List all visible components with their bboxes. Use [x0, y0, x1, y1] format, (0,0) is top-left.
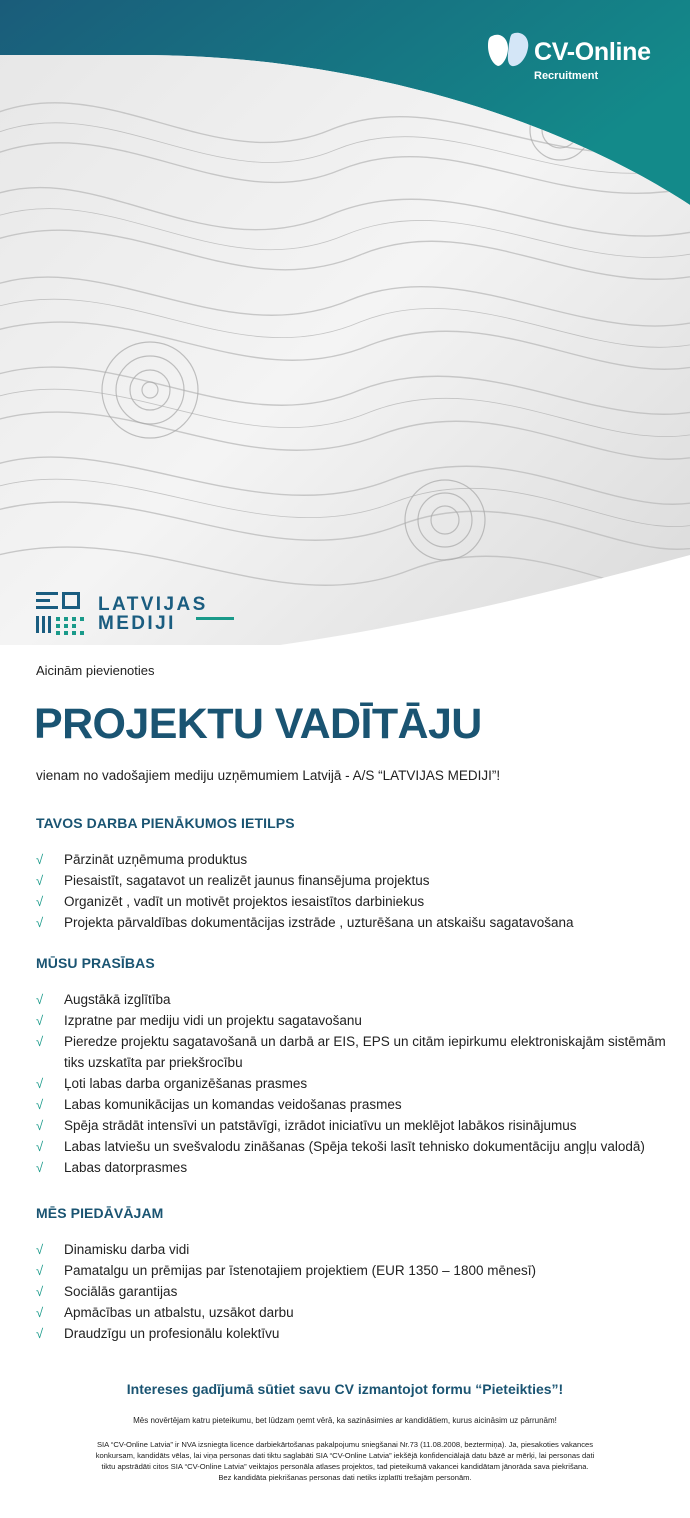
list-item-text: Sociālās garantijas — [64, 1284, 178, 1299]
latvijas-mediji-name — [98, 595, 208, 633]
list-item-text: Ļoti labas darba organizēšanas prasmes — [64, 1076, 308, 1091]
check-icon: √ — [36, 1305, 44, 1320]
contact-note: Mēs novērtējam katru pieteikumu, bet lūdzam ņemt vērā, ka sazināsimies ar kandidātiem, kurus aicināsim uz pārrunām! — [133, 1416, 557, 1425]
list-item — [36, 989, 676, 1010]
list-item — [36, 1302, 676, 1323]
list-item-text: Spēja strādāt intensīvi un patstāvīgi, izrādot iniciatīvu un meklējot labākos risinājumus — [64, 1118, 577, 1133]
latvijas-mediji-logo-icon — [36, 592, 84, 636]
list-item-text: Labas datorprasmes — [64, 1160, 188, 1175]
check-icon: √ — [36, 915, 44, 930]
duties-list — [36, 849, 676, 933]
list-item — [36, 1260, 676, 1281]
cv-online-name: CV-Online — [534, 38, 651, 66]
legal-notice: SIA “CV-Online Latvia” ir NVA izsniegta licence darbiekārtošanas pakalpojumu sniegšanai Nr.73 (11.08.2008, beztermiņa). Ja, piesakoties vakances konkursam, kandidāts vēlas, lai viņa personas dati tiktu saglabāti SIA “CV-Online Latvia” iekšējā konfidenciālajā datu bāzē ar mērķi, lai personas dati tiktu apstrādāti citos SIA “CV-Online Latvia” veiktajos personāla atlases projektos, tad pieteikumā vakancei kandidātam jānorāda sava piekrišana. Bez kandidāta piekrišanas personas dati netiks izplatīti trešajām personām. — [95, 1440, 595, 1482]
check-icon: √ — [36, 1076, 44, 1091]
latvijas-mediji-logo — [36, 592, 256, 640]
list-item — [36, 870, 676, 891]
list-item — [36, 1115, 676, 1136]
offer-list — [36, 1239, 676, 1344]
list-item — [36, 891, 676, 912]
check-icon: √ — [36, 1326, 44, 1341]
list-item-text: Labas komunikācijas un komandas veidošanas prasmes — [64, 1097, 402, 1112]
requirements-heading: MŪSU PRASĪBAS — [36, 955, 155, 971]
check-icon: √ — [36, 873, 44, 888]
check-icon: √ — [36, 1118, 44, 1133]
list-item-text: Pārzināt uzņēmuma produktus — [64, 852, 248, 867]
logo-line-latvijas: LATVIJAS — [98, 594, 208, 615]
check-icon: √ — [36, 1284, 44, 1299]
list-item — [36, 1094, 676, 1115]
cv-online-logo — [488, 30, 678, 90]
requirements-list — [36, 989, 676, 1178]
hero-banner — [0, 0, 690, 660]
duties-section — [36, 815, 676, 933]
check-icon: √ — [36, 1160, 44, 1175]
list-item — [36, 1073, 676, 1094]
list-item — [36, 1281, 676, 1302]
offer-heading: MĒS PIEDĀVĀJAM — [36, 1205, 164, 1221]
list-item-text: Pamatalgu un prēmijas par īstenotajiem projektiem (EUR 1350 – 1800 mēnesī) — [64, 1263, 536, 1278]
list-item-text: Augstākā izglītība — [64, 992, 171, 1007]
check-icon: √ — [36, 1034, 44, 1049]
check-icon: √ — [36, 1263, 44, 1278]
check-icon: √ — [36, 992, 44, 1007]
check-icon: √ — [36, 1013, 44, 1028]
list-item — [36, 1136, 676, 1157]
list-item-text: Piesaistīt, sagatavot un realizēt jaunus finansējuma projektus — [64, 873, 430, 888]
requirements-section — [36, 955, 676, 1178]
invite-text: Aicinām pievienoties — [36, 663, 155, 678]
cv-online-logo-icon — [488, 30, 530, 70]
logo-accent-line — [196, 617, 234, 620]
list-item-text: Apmācības un atbalstu, uzsākot darbu — [64, 1305, 294, 1320]
list-item — [36, 849, 676, 870]
list-item — [36, 1010, 676, 1031]
apply-call-to-action: Intereses gadījumā sūtiet savu CV izmantojot formu “Pieteikties”! — [126, 1381, 564, 1397]
logo-line-mediji: MEDIJI — [98, 613, 176, 634]
list-item — [36, 912, 676, 933]
list-item-text: Labas latviešu un svešvalodu zināšanas (Spēja tekoši lasīt tehnisko dokumentāciju angļu valodā) — [64, 1139, 645, 1154]
duties-heading: TAVOS DARBA PIENĀKUMOS IETILPS — [36, 815, 295, 831]
job-title: PROJEKTU VADĪTĀJU — [34, 700, 482, 748]
offer-section — [36, 1205, 676, 1344]
list-item-text: Draudzīgu un profesionālu kolektīvu — [64, 1326, 280, 1341]
check-icon: √ — [36, 852, 44, 867]
list-item — [36, 1031, 676, 1073]
hero-paper-image — [0, 0, 690, 660]
check-icon: √ — [36, 1242, 44, 1257]
list-item-text: Pieredze projektu sagatavošanā un darbā ar EIS, EPS un citām iepirkumu elektroniskajām sistēmām tiks uzskatīta par priekšrocību — [64, 1034, 666, 1070]
cv-online-sub: Recruitment — [534, 70, 599, 82]
list-item — [36, 1239, 676, 1260]
check-icon: √ — [36, 1097, 44, 1112]
job-subtitle: vienam no vadošajiem mediju uzņēmumiem Latvijā - A/S “LATVIJAS MEDIJI”! — [36, 768, 501, 783]
list-item — [36, 1157, 676, 1178]
list-item-text: Projekta pārvaldības dokumentācijas izstrāde , uzturēšana un atskaišu sagatavošana — [64, 915, 574, 930]
check-icon: √ — [36, 1139, 44, 1154]
list-item-text: Organizēt , vadīt un motivēt projektos iesaistītos darbiniekus — [64, 894, 425, 909]
list-item-text: Izpratne par mediju vidi un projektu sagatavošanu — [64, 1013, 362, 1028]
list-item — [36, 1323, 676, 1344]
list-item-text: Dinamisku darba vidi — [64, 1242, 190, 1257]
check-icon: √ — [36, 894, 44, 909]
